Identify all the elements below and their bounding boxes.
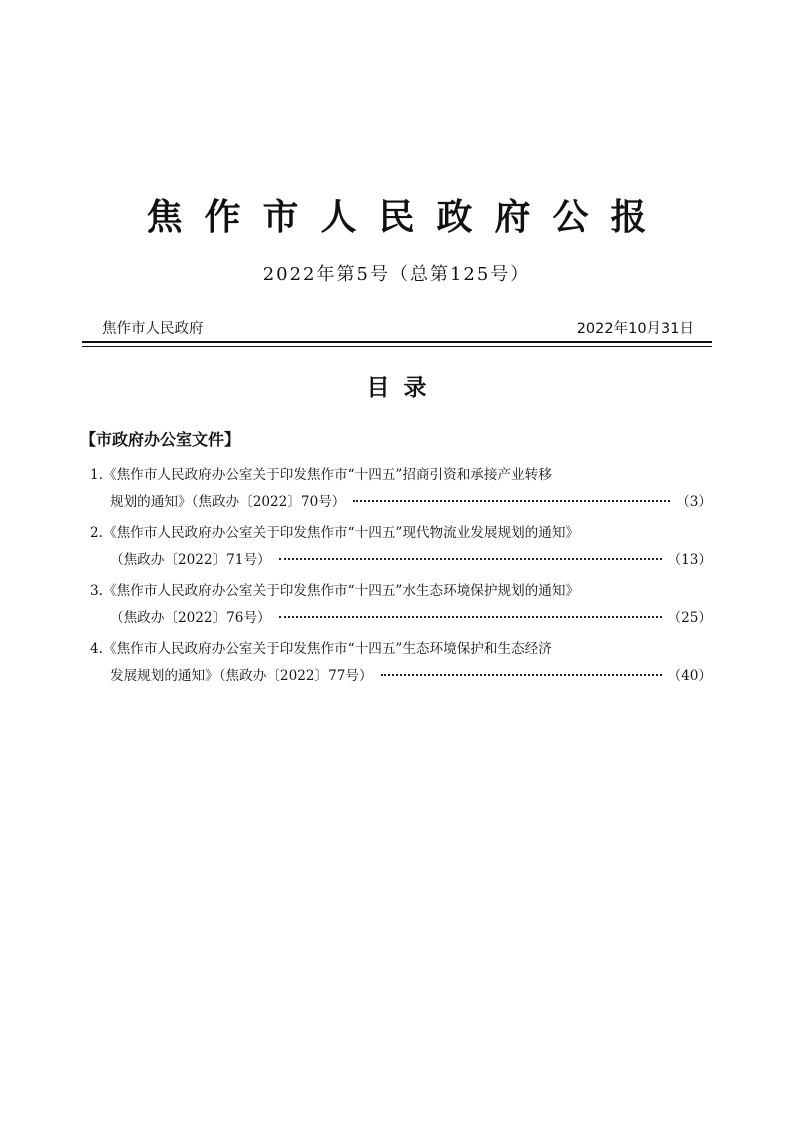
toc-entry-title: 4.《焦作市人民政府办公室关于印发焦作市“十四五”生态环境保护和生态经济 [90,641,552,657]
masthead-rule-thin [82,346,712,347]
toc-entry-title: 1.《焦作市人民政府办公室关于印发焦作市“十四五”招商引资和承接产业转移 [90,467,552,483]
masthead-rule-thick [82,341,712,343]
toc-page-ref: （3） [676,494,712,510]
toc-entry-subtitle: （焦政办〔2022〕71号） [110,552,271,568]
toc-entry[interactable] [90,636,712,694]
masthead [82,318,712,340]
toc-heading: 目录 [366,375,441,401]
dot-leader [353,500,670,502]
toc-entry-subtitle: （焦政办〔2022〕76号） [110,610,271,626]
toc-entry[interactable] [90,578,712,636]
toc-entry-title: 2.《焦作市人民政府办公室关于印发焦作市“十四五”现代物流业发展规划的通知》 [90,525,580,541]
dot-leader [279,616,662,618]
toc-entry[interactable] [90,520,712,578]
issue-number: 2022年第5号（总第125号） [262,264,531,285]
dot-leader [279,558,662,560]
publisher: 焦作市人民政府 [102,321,204,337]
dot-leader [381,674,662,676]
toc-entry[interactable] [90,462,712,520]
toc-page-ref: （13） [667,552,712,568]
toc-entry-subtitle: 规划的通知》（焦政办〔2022〕70号） [110,494,346,510]
publication-date: 2022年10月31日 [576,321,694,337]
toc-page-ref: （25） [667,610,712,626]
toc-entry-title: 3.《焦作市人民政府办公室关于印发焦作市“十四五”水生态环境保护规划的通知》 [90,583,580,599]
toc-entry-subtitle: 发展规划的通知》（焦政办〔2022〕77号） [110,668,373,684]
page-title: 焦作市人民政府公报 [146,197,669,238]
toc-page-ref: （40） [667,668,712,684]
section-heading: 【市政府办公室文件】 [80,430,241,449]
toc-list [90,462,712,694]
